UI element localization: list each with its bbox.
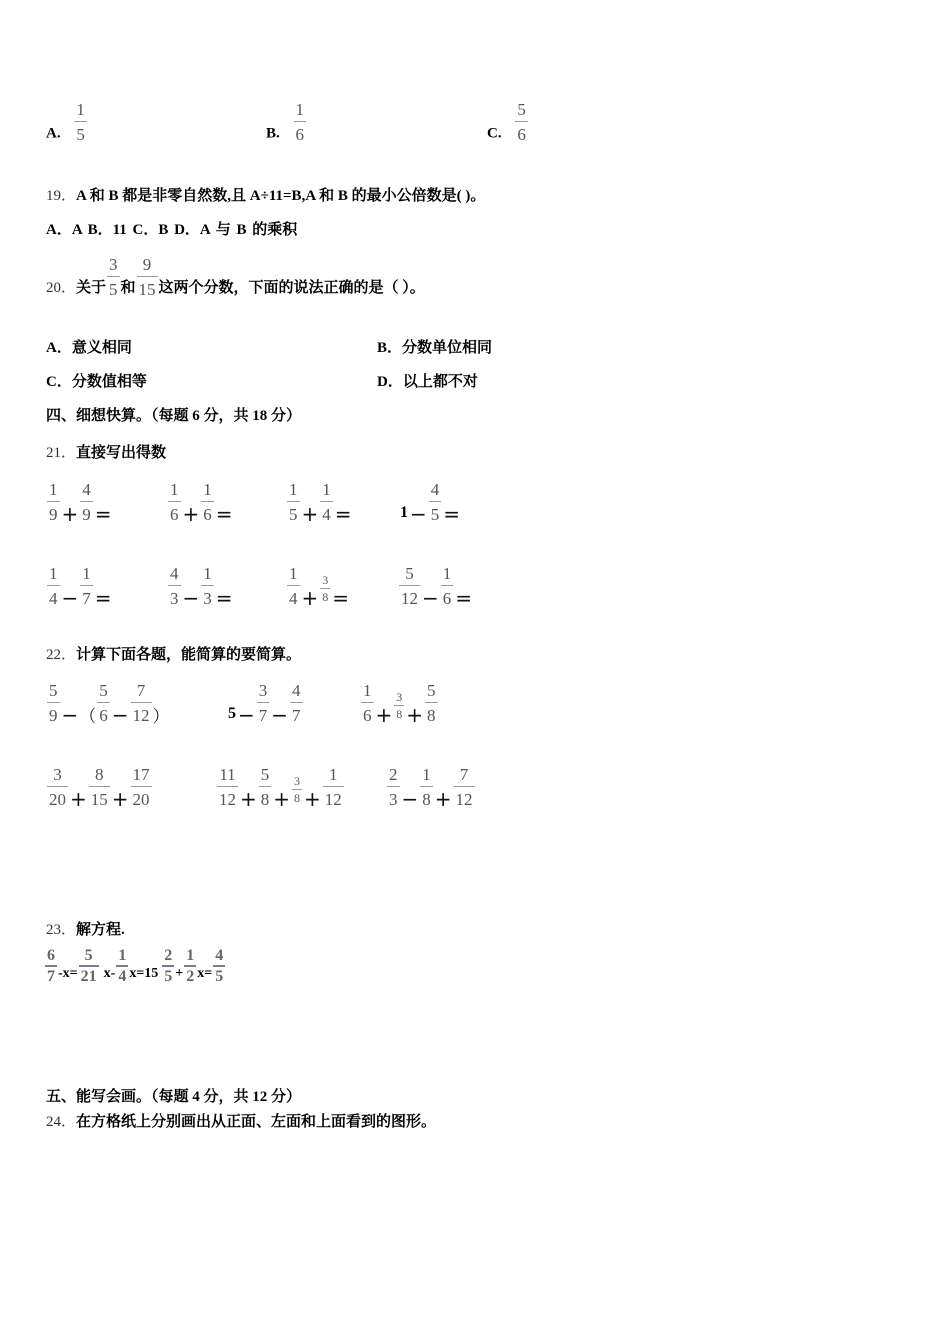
- denominator: 9: [49, 706, 58, 725]
- denominator: 12: [132, 706, 150, 725]
- fraction-bar: [47, 585, 60, 586]
- denominator: 6: [442, 589, 452, 608]
- fraction-bar: [399, 585, 420, 586]
- fraction: [259, 765, 272, 809]
- numerator: 1: [203, 564, 212, 583]
- fraction-bar: [294, 121, 307, 122]
- equation-text: x=15: [129, 965, 159, 981]
- numerator: 1: [170, 480, 179, 499]
- fraction: [387, 765, 400, 809]
- fraction: [97, 681, 110, 725]
- numerator: 1: [289, 564, 298, 583]
- fraction: [287, 480, 300, 524]
- operator: =: [455, 586, 473, 610]
- fraction: [294, 100, 307, 144]
- question-number: 20．: [46, 280, 77, 296]
- fraction: [361, 681, 374, 725]
- numerator: 7: [459, 765, 469, 784]
- numerator: 3: [53, 765, 62, 784]
- numerator: 1: [82, 564, 91, 583]
- parenthesis: ）: [152, 706, 170, 726]
- fraction-bar: [137, 276, 158, 277]
- q21-expr-5: [46, 562, 113, 610]
- numerator: 1: [422, 765, 431, 784]
- fraction: [429, 480, 442, 524]
- fraction: [454, 765, 475, 809]
- fraction: [201, 480, 214, 524]
- denominator: 8: [422, 790, 431, 809]
- q20-option-c: C．分数值相等: [46, 374, 147, 390]
- numerator: 4: [430, 480, 440, 499]
- numerator: 1: [289, 480, 298, 499]
- numerator: 6: [47, 947, 55, 964]
- denominator: 9: [82, 505, 91, 524]
- q19-stem: [46, 186, 485, 206]
- fraction-bar: [320, 501, 333, 502]
- section-4-title: 四、细想快算。（每题 6 分，共 18 分）: [46, 408, 302, 424]
- operator: +: [111, 787, 129, 811]
- denominator: 21: [80, 968, 97, 985]
- operator: =: [215, 502, 233, 526]
- fraction: [131, 765, 152, 809]
- fraction: [515, 100, 528, 144]
- denominator: 7: [82, 589, 91, 608]
- denominator: 6: [295, 125, 305, 144]
- fraction: [116, 948, 128, 985]
- q23-equations: [44, 948, 226, 985]
- fraction-bar: [131, 702, 152, 703]
- numerator: 5: [405, 564, 414, 583]
- denominator: 8: [396, 707, 403, 721]
- denominator: 4: [49, 589, 58, 608]
- fraction-bar: [47, 702, 60, 703]
- operator: −: [410, 502, 427, 526]
- denominator: 12: [401, 589, 418, 608]
- q21-expr-6: [167, 562, 234, 610]
- operator: −: [61, 703, 79, 727]
- q18-option-c: [487, 100, 529, 144]
- fraction-bar: [259, 786, 272, 787]
- denominator: 3: [389, 790, 398, 809]
- operator: =: [332, 586, 350, 610]
- fraction-bar: [184, 965, 196, 967]
- fraction-bar: [515, 121, 528, 122]
- section-5-title: 五、能写会画。（每题 4 分，共 12 分）: [46, 1089, 302, 1105]
- denominator: 6: [170, 505, 179, 524]
- numerator: 17: [132, 765, 150, 784]
- numerator: 3: [294, 774, 301, 788]
- denominator: 5: [76, 125, 85, 144]
- operator: −: [401, 787, 419, 811]
- operator: =: [334, 502, 352, 526]
- fraction-bar: [292, 789, 302, 790]
- numerator: 7: [136, 681, 146, 700]
- fraction: [217, 765, 238, 809]
- fraction-bar: [323, 786, 344, 787]
- q20-option-b: B．分数单位相同: [377, 340, 493, 356]
- numerator: 3: [322, 573, 329, 587]
- fraction-bar: [454, 786, 475, 787]
- numerator: 4: [82, 480, 91, 499]
- q24-stem: 24．在方格纸上分别画出从正面、左面和上面看到的图形。: [46, 1114, 437, 1130]
- fraction: [45, 948, 57, 985]
- fraction-bar: [201, 501, 214, 502]
- fraction-bar: [287, 585, 300, 586]
- denominator: 3: [170, 589, 179, 608]
- fraction: [168, 564, 181, 608]
- option-letter: C.: [487, 125, 502, 142]
- denominator: 5: [109, 280, 118, 299]
- fraction-bar: [213, 965, 225, 967]
- fraction: [290, 681, 303, 725]
- fraction-bar: [394, 705, 404, 706]
- fraction-bar: [97, 702, 110, 703]
- fraction: [107, 255, 120, 299]
- denominator: 6: [99, 706, 108, 725]
- numerator: 5: [260, 765, 270, 784]
- denominator: 4: [322, 505, 331, 524]
- q22-expr-3: [360, 679, 439, 727]
- numerator: 9: [142, 255, 152, 274]
- fraction: [320, 480, 333, 524]
- question-text: A 和 B 都是非零自然数,且 A÷11=B,A 和 B 的最小公倍数是( )。: [76, 188, 486, 204]
- operator: =: [215, 586, 233, 610]
- q23-stem: 23．解方程.: [46, 922, 125, 938]
- operator: +: [434, 787, 452, 811]
- denominator: 6: [363, 706, 372, 725]
- fraction: [80, 480, 93, 524]
- q19-options: A．A B．11 C．B D．A 与 B 的乘积: [46, 222, 298, 238]
- numerator: 1: [322, 480, 331, 499]
- q22-expr-2: [228, 679, 304, 727]
- operator: +: [304, 787, 321, 811]
- q21-expr-4: [400, 478, 461, 526]
- numerator: 3: [109, 255, 118, 274]
- fraction-bar: [168, 501, 181, 502]
- equation-text: x-: [103, 965, 116, 981]
- option-letter: A.: [46, 125, 61, 142]
- denominator: 9: [49, 505, 58, 524]
- fraction-bar: [425, 702, 438, 703]
- denominator: 5: [289, 505, 298, 524]
- denominator: 12: [219, 790, 236, 809]
- fraction: [80, 564, 93, 608]
- denominator: 8: [260, 790, 270, 809]
- q18-option-a: [46, 100, 88, 144]
- fraction: [184, 948, 196, 985]
- fraction-bar: [361, 702, 374, 703]
- q20-option-a: A．意义相同: [46, 340, 132, 356]
- q21-expr-8: [398, 562, 473, 610]
- numerator: 5: [49, 681, 58, 700]
- fraction: [74, 100, 87, 144]
- operator: =: [94, 586, 112, 610]
- fraction-bar: [201, 585, 214, 586]
- q21-expr-7: [286, 562, 350, 610]
- fraction-bar: [429, 501, 442, 502]
- operator: −: [271, 703, 289, 727]
- denominator: 6: [517, 125, 526, 144]
- fraction-bar: [79, 965, 99, 967]
- operator: −: [111, 703, 129, 727]
- question-number: 19．: [46, 188, 77, 204]
- denominator: 8: [294, 791, 301, 805]
- denominator: 7: [258, 706, 268, 725]
- fraction: [399, 564, 420, 608]
- numerator: 1: [363, 681, 372, 700]
- equation-text: -x=: [58, 965, 78, 981]
- q22-expr-5: [216, 763, 345, 811]
- numerator: 5: [99, 681, 108, 700]
- fraction-bar: [441, 585, 454, 586]
- q21-expr-1: [46, 478, 113, 526]
- q20-stem: 20． 关于 $\frac{3}{5}$ 和 $\frac{9}{15}$ 这两个分数，下面的说法正确的是（ ）。: [46, 255, 425, 299]
- fraction-bar: [257, 702, 270, 703]
- numerator: 4: [292, 681, 301, 700]
- fraction: [47, 564, 60, 608]
- numerator: 5: [427, 681, 436, 700]
- operator: +: [301, 586, 319, 610]
- denominator: 2: [186, 968, 195, 985]
- denominator: 7: [47, 968, 55, 985]
- fraction-bar: [320, 588, 330, 589]
- numerator: 11: [219, 765, 236, 784]
- denominator: 3: [203, 589, 212, 608]
- q22-expr-1: [46, 679, 170, 727]
- numerator: 2: [164, 947, 173, 964]
- q21-stem: 21．直接写出得数: [46, 445, 167, 461]
- fraction: [292, 775, 302, 805]
- q21-expr-3: [286, 478, 353, 526]
- operator: +: [301, 502, 319, 526]
- fraction: [89, 765, 110, 809]
- numerator: 2: [389, 765, 398, 784]
- fraction: [79, 948, 99, 985]
- denominator: 5: [430, 505, 440, 524]
- numerator: 8: [95, 765, 104, 784]
- numerator: 1: [76, 100, 85, 119]
- fraction-bar: [162, 965, 174, 967]
- fraction: [47, 765, 68, 809]
- fraction-bar: [47, 786, 68, 787]
- denominator: 5: [215, 968, 224, 985]
- fraction-bar: [47, 501, 60, 502]
- numerator: 1: [203, 480, 212, 499]
- numerator: 5: [517, 100, 526, 119]
- operator: +: [375, 703, 393, 727]
- numerator: 3: [396, 690, 403, 704]
- numerator: 1: [118, 947, 127, 964]
- denominator: 12: [324, 790, 342, 809]
- denominator: 15: [90, 790, 108, 809]
- fraction: [323, 765, 344, 809]
- operator: =: [94, 502, 112, 526]
- operator: −: [238, 703, 255, 727]
- fraction-bar: [74, 121, 87, 122]
- whole-number: 5: [228, 705, 236, 722]
- fraction: [131, 681, 152, 725]
- q22-expr-4: [46, 763, 153, 811]
- operator: =: [443, 502, 461, 526]
- fraction-bar: [131, 786, 152, 787]
- equation-text: x=: [197, 965, 213, 981]
- numerator: 1: [295, 100, 305, 119]
- denominator: 20: [132, 790, 150, 809]
- q22-expr-6: [386, 763, 476, 811]
- operator: +: [240, 787, 257, 811]
- denominator: 6: [203, 505, 212, 524]
- numerator: 5: [84, 947, 93, 964]
- q18-option-b: [266, 100, 307, 144]
- denominator: 8: [427, 706, 436, 725]
- numerator: 1: [186, 947, 195, 964]
- fraction: [425, 681, 438, 725]
- denominator: 8: [322, 590, 329, 604]
- operator: +: [273, 787, 291, 811]
- numerator: 3: [258, 681, 268, 700]
- q22-stem: 22．计算下面各题，能简算的要简算。: [46, 647, 302, 663]
- fraction-bar: [107, 276, 120, 277]
- denominator: 4: [289, 589, 298, 608]
- numerator: 4: [170, 564, 179, 583]
- operator: −: [61, 586, 79, 610]
- fraction-bar: [45, 965, 57, 967]
- option-letter: B.: [266, 125, 280, 142]
- numerator: 1: [442, 564, 452, 583]
- operator: +: [182, 502, 200, 526]
- fraction: [213, 948, 225, 985]
- operator: −: [422, 586, 439, 610]
- operator: +: [61, 502, 79, 526]
- fraction-bar: [116, 965, 128, 967]
- numerator: 1: [49, 480, 58, 499]
- fraction: [394, 691, 404, 721]
- fraction-bar: [168, 585, 181, 586]
- operator: +: [70, 787, 87, 811]
- denominator: 5: [164, 968, 173, 985]
- fraction: [168, 480, 181, 524]
- fraction: [47, 681, 60, 725]
- q20-option-d: D．以上都不对: [377, 374, 478, 390]
- operator: −: [182, 586, 200, 610]
- fraction: [201, 564, 214, 608]
- fraction: [137, 255, 158, 299]
- fraction-bar: [89, 786, 110, 787]
- fraction-bar: [287, 501, 300, 502]
- equation-text: +: [175, 965, 184, 981]
- fraction: [47, 480, 60, 524]
- parenthesis: （: [79, 706, 97, 726]
- fraction: [257, 681, 270, 725]
- fraction: [441, 564, 454, 608]
- denominator: 12: [455, 790, 473, 809]
- denominator: 20: [49, 790, 66, 809]
- fraction: [320, 574, 330, 604]
- operator: +: [406, 703, 424, 727]
- fraction-bar: [387, 786, 400, 787]
- fraction-bar: [217, 786, 238, 787]
- fraction-bar: [420, 786, 433, 787]
- fraction: [162, 948, 174, 985]
- whole-number: 1: [400, 504, 408, 521]
- numerator: 1: [49, 564, 58, 583]
- fraction-bar: [80, 585, 93, 586]
- fraction-bar: [290, 702, 303, 703]
- denominator: 7: [292, 706, 301, 725]
- denominator: 4: [118, 968, 127, 985]
- fraction: [420, 765, 433, 809]
- fraction: [287, 564, 300, 608]
- numerator: 1: [329, 765, 338, 784]
- fraction-bar: [80, 501, 93, 502]
- denominator: 15: [138, 280, 156, 299]
- numerator: 4: [215, 947, 224, 964]
- q21-expr-2: [167, 478, 234, 526]
